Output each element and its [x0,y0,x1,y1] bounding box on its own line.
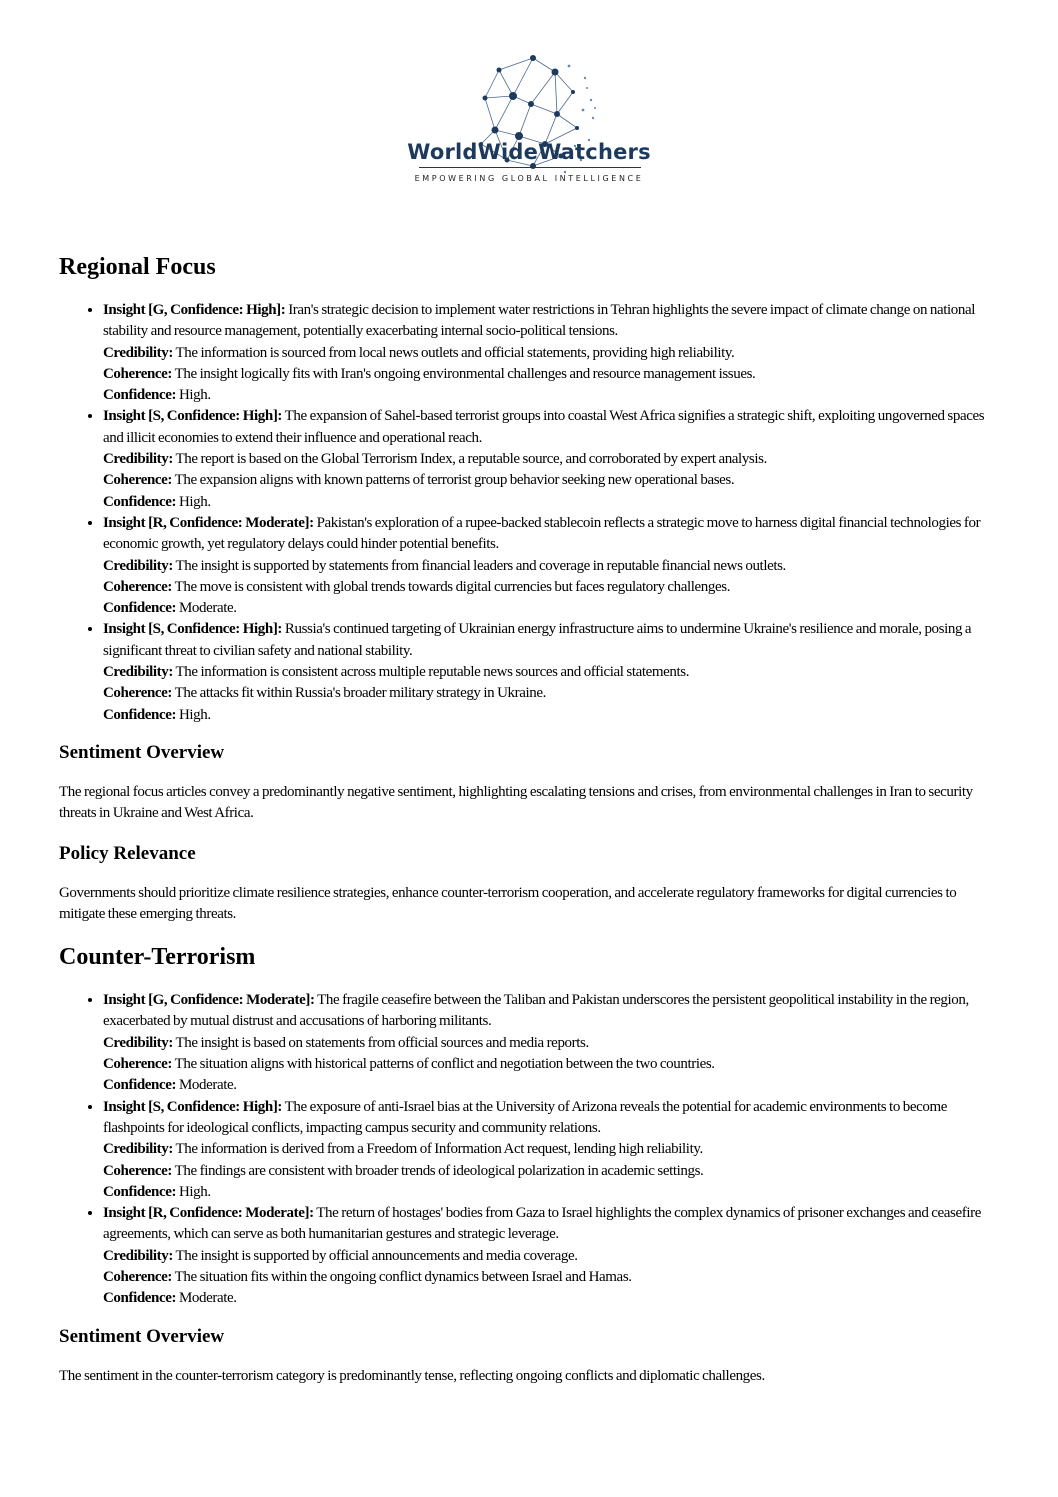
credibility-label: Credibility: [103,664,173,681]
sentiment-overview-text: The sentiment in the counter-terrorism category is predominantly tense, reflecting ongoing conflicts and diplomatic challenges. [59,1367,765,1384]
tagline-text: EMPOWERING GLOBAL INTELLIGENCE [414,174,644,183]
coherence-label: Coherence: [103,1268,173,1285]
confidence-label: Confidence: [103,387,177,404]
insight-label: Insight [R, Confidence: Moderate]: [103,514,314,531]
confidence-label: Confidence: [103,1077,177,1094]
coherence-text: The attacks fit within Russia's broader military strategy in Ukraine. [174,685,546,702]
confidence-label: Confidence: [103,706,177,723]
credibility-text: The insight is based on statements from official sources and media reports. [175,1034,589,1051]
confidence-text: High. [178,1183,211,1200]
credibility-label: Credibility: [103,1034,173,1051]
credibility-text: The information is sourced from local news outlets and official statements, providing high reliability. [175,344,735,361]
confidence-label: Confidence: [103,1183,177,1200]
sentiment-overview-text: The regional focus articles convey a predominantly negative sentiment, highlighting escalating tensions and crises, from environmental challenges in Iran to security threats in Ukraine and West Africa. [59,783,973,822]
insight-list [59,990,1001,1309]
insight-text: Iran's strategic decision to implement water restrictions in Tehran highlights the severe impact of climate change on national stability and resource management, potentially exacerbating internal socio-political tensions. [103,302,976,340]
confidence-text: Moderate. [178,1077,237,1094]
confidence-label: Confidence: [103,1290,177,1307]
insight-list [59,300,1001,726]
coherence-label: Coherence: [103,685,173,702]
confidence-label: Confidence: [103,600,177,617]
insight-label: Insight [S, Confidence: High]: [103,621,283,638]
brand-tagline [0,174,1058,183]
confidence-text: Moderate. [178,600,237,617]
insight-item [103,1097,1001,1203]
credibility-text: The information is consistent across multiple reputable news sources and official statements. [175,664,690,681]
insight-item [103,619,1001,725]
confidence-text: High. [178,706,211,723]
brand-name: WorldWideWatchers [407,140,651,164]
insight-item [103,513,1001,619]
credibility-label: Credibility: [103,1247,173,1264]
insight-item [103,406,1001,512]
insight-text: Russia's continued targeting of Ukrainian energy infrastructure aims to undermine Ukraine's resilience and morale, posing a significant threat to civilian safety and national stability. [103,621,972,659]
credibility-label: Credibility: [103,344,173,361]
insight-label: Insight [S, Confidence: High]: [103,1098,283,1115]
insight-text: The exposure of anti-Israel bias at the University of Arizona reveals the potential for academic environments to become flashpoints for ideological conflicts, impacting campus security and community relations. [103,1098,948,1136]
credibility-label: Credibility: [103,557,173,574]
report-body [59,252,1001,1387]
confidence-text: High. [178,387,211,404]
insight-text: The fragile ceasefire between the Taliban and Pakistan underscores the persistent geopolitical instability in the region, exacerbated by mutual distrust and accusations of harboring militants. [103,992,969,1030]
coherence-text: The expansion aligns with known patterns of terrorist group behavior seeking new operational bases. [174,472,735,489]
coherence-label: Coherence: [103,365,173,382]
insight-text: The expansion of Sahel-based terrorist groups into coastal West Africa signifies a strategic shift, exploiting ungoverned spaces and illicit economies to extend their influence and operational reach. [103,408,985,446]
coherence-label: Coherence: [103,472,173,489]
coherence-text: The situation aligns with historical patterns of conflict and negotiation between the two countries. [174,1056,715,1073]
credibility-text: The report is based on the Global Terrorism Index, a reputable source, and corroborated by expert analysis. [175,451,767,468]
policy-relevance-text: Governments should prioritize climate resilience strategies, enhance counter-terrorism cooperation, and accelerate regulatory frameworks for digital currencies to mitigate these emerging threats. [59,884,957,922]
insight-item [103,1203,1001,1309]
credibility-label: Credibility: [103,451,173,468]
policy-relevance-heading: Policy Relevance [59,842,196,864]
coherence-text: The situation fits within the ongoing conflict dynamics between Israel and Hamas. [174,1268,632,1285]
sentiment-overview-heading: Sentiment Overview [59,1325,225,1347]
credibility-text: The information is derived from a Freedom of Information Act request, lending high reliability. [175,1141,703,1158]
insight-item [103,300,1001,406]
confidence-text: Moderate. [178,1290,237,1307]
insight-text: Pakistan's exploration of a rupee-backed stablecoin reflects a strategic move to harness digital financial technologies for economic growth, yet regulatory delays could hinder potential benefits. [103,514,981,553]
coherence-label: Coherence: [103,578,173,595]
coherence-text: The move is consistent with global trends towards digital currencies but faces regulatory challenges. [174,578,731,595]
credibility-text: The insight is supported by statements from financial leaders and coverage in reputable financial news outlets. [175,557,786,574]
insight-label: Insight [R, Confidence: Moderate]: [103,1205,314,1222]
coherence-label: Coherence: [103,1162,173,1179]
confidence-text: High. [178,493,211,510]
credibility-label: Credibility: [103,1141,173,1158]
section-title-regional-focus: Regional Focus [59,254,216,280]
credibility-text: The insight is supported by official announcements and media coverage. [175,1247,578,1264]
insight-item [103,990,1001,1096]
confidence-label: Confidence: [103,493,177,510]
coherence-label: Coherence: [103,1056,173,1073]
insight-label: Insight [G, Confidence: High]: [103,302,286,318]
insight-label: Insight [G, Confidence: Moderate]: [103,992,315,1009]
coherence-text: The findings are consistent with broader trends of ideological polarization in academic settings. [174,1162,704,1179]
tagline-rule [419,167,641,168]
coherence-text: The insight logically fits with Iran's ongoing environmental challenges and resource management issues. [174,365,756,382]
insight-text: The return of hostages' bodies from Gaza to Israel highlights the complex dynamics of prisoner exchanges and ceasefire agreements, which can serve as both humanitarian gestures and strategic leverage. [103,1205,981,1243]
insight-label: Insight [S, Confidence: High]: [103,408,283,425]
sentiment-overview-heading: Sentiment Overview [59,741,225,763]
section-title-counter-terrorism: Counter-Terrorism [59,944,256,971]
